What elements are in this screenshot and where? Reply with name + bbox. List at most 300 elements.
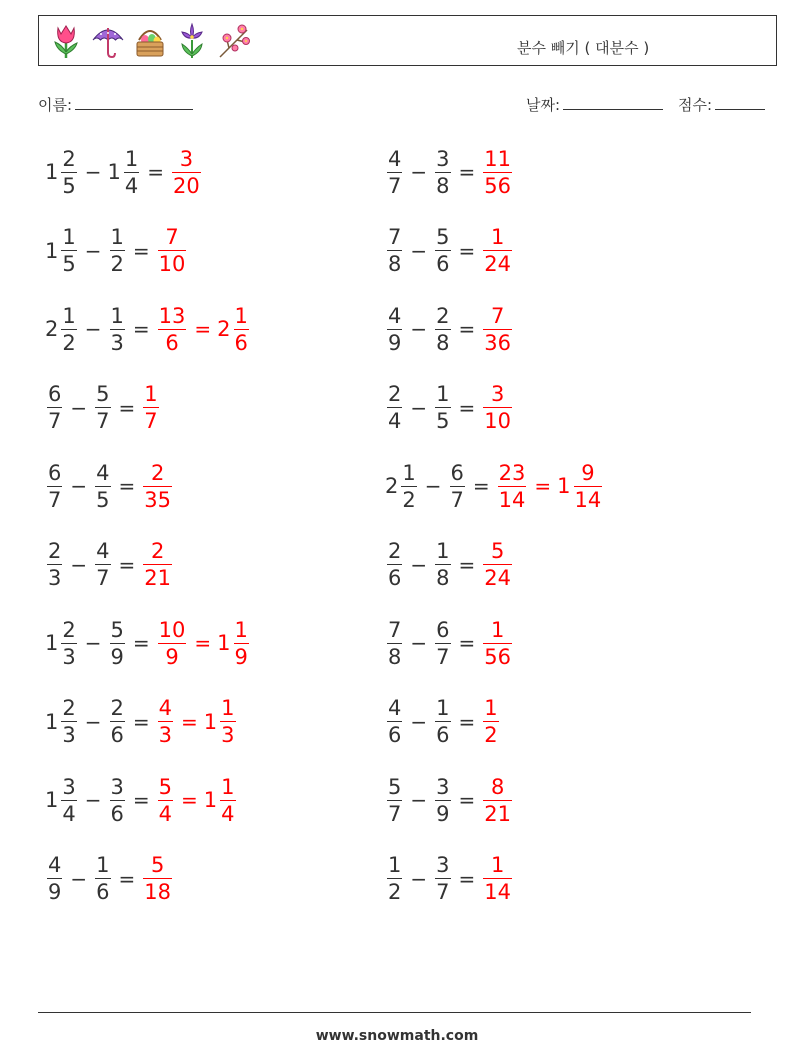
minus-sign: − xyxy=(84,160,102,184)
fraction xyxy=(435,774,450,827)
numerator: 6 xyxy=(450,460,464,485)
numerator: 3 xyxy=(490,382,505,406)
denominator: 9 xyxy=(48,880,62,904)
minus-sign: − xyxy=(84,317,102,341)
minuend xyxy=(385,224,404,277)
fraction xyxy=(483,695,498,748)
fraction xyxy=(574,460,603,513)
fraction xyxy=(124,146,139,199)
answer-fraction xyxy=(496,460,529,513)
numerator: 7 xyxy=(490,303,505,328)
numerator: 1 xyxy=(436,539,450,563)
fraction xyxy=(483,538,512,591)
denominator: 7 xyxy=(450,487,464,512)
subtrahend xyxy=(433,852,452,905)
whole-number: 1 xyxy=(45,631,59,655)
answer-equals-sign: = xyxy=(534,474,552,498)
problem-1 xyxy=(45,142,203,202)
equals-sign: = xyxy=(458,788,476,812)
fraction xyxy=(387,224,402,277)
fraction xyxy=(450,460,465,513)
answer xyxy=(481,146,514,199)
fraction xyxy=(387,617,402,670)
fraction xyxy=(47,852,62,905)
fraction xyxy=(234,303,249,356)
denominator: 7 xyxy=(96,566,110,590)
numerator: 1 xyxy=(436,696,450,720)
denominator: 7 xyxy=(48,409,62,433)
denominator: 4 xyxy=(124,173,139,198)
answer-fraction xyxy=(170,146,203,199)
numerator: 1 xyxy=(234,303,248,328)
answer xyxy=(156,617,251,670)
minuend xyxy=(45,460,64,513)
fraction xyxy=(172,146,201,199)
numerator: 1 xyxy=(234,617,248,642)
worksheet-title: 분수 빼기 ( 대분수 ) xyxy=(517,39,650,57)
numerator: 2 xyxy=(62,617,76,642)
whole-number: 1 xyxy=(557,474,571,498)
answer xyxy=(156,303,251,356)
answer-fraction xyxy=(481,774,514,827)
denominator: 7 xyxy=(48,487,62,512)
whole-number: 1 xyxy=(45,709,59,734)
name-blank[interactable] xyxy=(75,95,193,110)
answer xyxy=(481,774,514,827)
denominator: 4 xyxy=(388,409,402,433)
fraction xyxy=(158,224,187,277)
numerator: 4 xyxy=(48,853,62,877)
whole-number: 1 xyxy=(45,160,59,184)
subtrahend xyxy=(93,538,112,591)
fraction xyxy=(387,146,402,199)
numerator: 7 xyxy=(388,617,402,642)
subtrahend xyxy=(433,224,452,277)
numerator: 13 xyxy=(158,303,186,328)
whole-number: 1 xyxy=(203,788,218,812)
equals-sign: = xyxy=(458,395,476,420)
denominator: 4 xyxy=(62,801,76,826)
denominator: 5 xyxy=(62,252,76,276)
numerator: 23 xyxy=(498,460,526,485)
denominator: 8 xyxy=(436,566,450,590)
minuend xyxy=(385,146,404,199)
fraction xyxy=(47,381,62,434)
minuend xyxy=(45,852,64,905)
whole-number: 1 xyxy=(45,238,59,263)
numerator: 5 xyxy=(110,617,124,642)
fraction xyxy=(158,695,173,748)
tulip-icon xyxy=(49,22,83,60)
answer-equals-sign: = xyxy=(181,709,198,734)
fraction xyxy=(387,538,402,591)
answer-fraction xyxy=(481,381,514,434)
minus-sign: − xyxy=(410,160,428,184)
numerator: 1 xyxy=(221,774,235,799)
denominator: 21 xyxy=(144,566,172,590)
minus-sign: − xyxy=(70,474,88,498)
problem-15 xyxy=(45,692,238,752)
numerator: 9 xyxy=(581,460,595,485)
answer xyxy=(141,381,160,434)
whole-number: 1 xyxy=(107,160,121,184)
answer-fraction xyxy=(141,538,174,591)
fraction xyxy=(435,538,450,591)
denominator: 3 xyxy=(62,644,76,669)
problem-13 xyxy=(45,613,251,673)
numerator: 7 xyxy=(165,225,179,249)
denominator: 3 xyxy=(110,330,124,355)
denominator: 6 xyxy=(388,723,402,747)
problem-8 xyxy=(385,378,514,438)
fraction xyxy=(143,460,172,513)
denominator: 6 xyxy=(388,566,402,590)
denominator: 2 xyxy=(62,330,76,355)
answer xyxy=(141,852,174,905)
numerator: 1 xyxy=(62,303,76,328)
problem-6 xyxy=(385,299,514,359)
denominator: 2 xyxy=(388,880,402,904)
numerator: 4 xyxy=(388,146,402,171)
fraction xyxy=(483,852,512,905)
subtrahend xyxy=(448,460,467,513)
numerator: 5 xyxy=(490,539,505,563)
equals-sign: = xyxy=(132,631,150,655)
date-field xyxy=(526,94,663,115)
numerator: 2 xyxy=(150,460,165,485)
fraction xyxy=(61,224,76,277)
minus-sign: − xyxy=(410,317,428,341)
numerator: 1 xyxy=(490,853,505,877)
fraction xyxy=(435,224,450,277)
denominator: 9 xyxy=(165,644,179,669)
denominator: 8 xyxy=(388,644,402,669)
minuend xyxy=(385,538,404,591)
answer-fraction xyxy=(156,224,189,277)
fraction xyxy=(95,538,110,591)
numerator: 1 xyxy=(388,853,402,877)
fraction xyxy=(143,538,172,591)
denominator: 8 xyxy=(436,173,450,198)
denominator: 7 xyxy=(96,409,110,433)
fraction xyxy=(435,695,450,748)
fraction xyxy=(158,303,187,356)
denominator: 20 xyxy=(173,173,200,198)
answer-fraction xyxy=(141,460,174,513)
subtrahend xyxy=(108,617,127,670)
subtrahend xyxy=(93,852,112,905)
answer xyxy=(481,852,514,905)
numerator: 5 xyxy=(436,225,450,249)
fraction xyxy=(220,695,235,748)
answer xyxy=(481,538,514,591)
denominator: 14 xyxy=(484,880,512,904)
numerator: 6 xyxy=(436,617,450,642)
minuend xyxy=(385,774,404,827)
equals-sign: = xyxy=(132,709,150,734)
problem-14 xyxy=(385,613,514,673)
numerator: 2 xyxy=(48,539,62,563)
problem-10 xyxy=(385,456,604,516)
footer-url: www.snowmath.com xyxy=(315,1028,479,1044)
denominator: 9 xyxy=(388,330,402,355)
easter-basket-icon xyxy=(133,22,167,60)
denominator: 3 xyxy=(48,566,62,590)
denominator: 3 xyxy=(158,723,173,747)
denominator: 56 xyxy=(484,173,512,198)
score-label: 점수: xyxy=(678,96,713,114)
numerator: 2 xyxy=(110,696,124,720)
numerator: 3 xyxy=(179,146,194,171)
equals-sign: = xyxy=(118,866,136,891)
fraction xyxy=(401,460,416,513)
equals-sign: = xyxy=(458,709,476,734)
subtrahend xyxy=(433,538,452,591)
subtrahend xyxy=(433,617,452,670)
denominator: 9 xyxy=(234,644,248,669)
minuend xyxy=(45,381,64,434)
denominator: 3 xyxy=(62,723,76,747)
minus-sign: − xyxy=(84,709,102,734)
answer-fraction xyxy=(141,852,174,905)
answer-fraction xyxy=(481,538,514,591)
header-box xyxy=(38,15,777,66)
subtrahend xyxy=(433,774,452,827)
date-label: 날짜: xyxy=(526,96,561,114)
minus-sign: − xyxy=(70,552,88,577)
answer xyxy=(156,224,189,277)
denominator: 18 xyxy=(144,880,172,904)
problem-2 xyxy=(385,142,514,202)
fraction xyxy=(61,303,76,356)
numerator: 2 xyxy=(388,539,402,563)
numerator: 2 xyxy=(150,539,165,563)
score-blank[interactable] xyxy=(715,95,765,110)
equals-sign: = xyxy=(458,238,476,263)
fraction xyxy=(220,774,235,827)
fraction xyxy=(61,695,76,748)
fraction xyxy=(387,774,402,827)
whole-number: 1 xyxy=(203,709,218,734)
problem-12 xyxy=(385,535,514,595)
numerator: 5 xyxy=(150,853,165,877)
denominator: 4 xyxy=(221,801,235,826)
answer-equals-sign: = xyxy=(181,788,198,812)
denominator: 7 xyxy=(388,801,402,826)
denominator: 7 xyxy=(144,409,158,433)
minus-sign: − xyxy=(410,788,428,812)
fraction xyxy=(387,852,402,905)
fraction xyxy=(95,852,110,905)
numerator: 2 xyxy=(62,696,76,720)
fraction xyxy=(483,774,512,827)
numerator: 1 xyxy=(490,617,505,642)
denominator: 6 xyxy=(165,330,179,355)
denominator: 7 xyxy=(436,644,450,669)
minuend xyxy=(45,224,79,277)
equals-sign: = xyxy=(458,317,476,341)
minus-sign: − xyxy=(70,395,88,420)
problem-16 xyxy=(385,692,501,752)
numerator: 1 xyxy=(62,225,76,249)
fraction xyxy=(47,460,62,513)
minus-sign: − xyxy=(424,474,442,498)
fraction xyxy=(61,146,76,199)
denominator: 9 xyxy=(110,644,124,669)
numerator: 1 xyxy=(436,382,450,406)
fraction xyxy=(110,695,125,748)
denominator: 36 xyxy=(484,330,512,355)
minus-sign: − xyxy=(410,631,428,655)
minus-sign: − xyxy=(410,552,428,577)
problem-4 xyxy=(385,221,514,281)
fraction xyxy=(158,617,187,670)
equals-sign: = xyxy=(458,160,476,184)
equals-sign: = xyxy=(472,474,490,498)
denominator: 7 xyxy=(388,173,402,198)
answer-equals-sign: = xyxy=(194,317,212,341)
answer xyxy=(156,695,238,748)
problem-17 xyxy=(45,770,238,830)
numerator: 4 xyxy=(96,539,110,563)
answer-fraction xyxy=(481,224,514,277)
minuend xyxy=(385,617,404,670)
answer-fraction xyxy=(481,852,514,905)
fraction xyxy=(95,460,110,513)
answer-fraction xyxy=(481,695,500,748)
header-icons xyxy=(49,22,251,60)
minus-sign: − xyxy=(84,788,102,812)
date-blank[interactable] xyxy=(563,95,663,110)
fraction xyxy=(435,617,450,670)
answer xyxy=(481,695,500,748)
denominator: 6 xyxy=(436,723,450,747)
denominator: 9 xyxy=(436,801,450,826)
denominator: 6 xyxy=(234,330,248,355)
equals-sign: = xyxy=(147,160,165,184)
minus-sign: − xyxy=(410,238,428,263)
numerator: 1 xyxy=(484,696,498,720)
minus-sign: − xyxy=(84,238,102,263)
denominator: 6 xyxy=(110,801,124,826)
denominator: 56 xyxy=(484,644,512,669)
whole-number: 2 xyxy=(217,317,231,341)
denominator: 24 xyxy=(484,566,512,590)
fraction xyxy=(483,617,512,670)
minuend xyxy=(45,695,79,748)
whole-number: 2 xyxy=(45,317,59,341)
equals-sign: = xyxy=(132,317,150,341)
denominator: 5 xyxy=(62,173,76,198)
fraction xyxy=(47,538,62,591)
minuend xyxy=(385,695,404,748)
minuend xyxy=(45,617,79,670)
minuend xyxy=(45,303,79,356)
fraction xyxy=(483,381,512,434)
numerator: 3 xyxy=(110,774,124,799)
numerator: 1 xyxy=(221,696,235,720)
score-field xyxy=(678,94,765,115)
numerator: 11 xyxy=(484,146,512,171)
denominator: 6 xyxy=(436,252,450,276)
fraction xyxy=(61,774,76,827)
answer-fraction xyxy=(156,695,175,748)
fraction xyxy=(234,617,249,670)
denominator: 8 xyxy=(388,252,402,276)
numerator: 1 xyxy=(490,225,505,249)
answer xyxy=(481,381,514,434)
footer-divider xyxy=(38,1012,751,1013)
subtrahend xyxy=(108,774,127,827)
numerator: 3 xyxy=(436,853,450,877)
fraction xyxy=(483,224,512,277)
numerator: 5 xyxy=(388,774,402,799)
minus-sign: − xyxy=(70,866,88,891)
answer xyxy=(141,538,174,591)
fraction xyxy=(143,381,158,434)
equals-sign: = xyxy=(132,788,150,812)
answer-mixed-number xyxy=(217,617,251,670)
numerator: 2 xyxy=(436,303,450,328)
denominator: 14 xyxy=(574,487,602,512)
numerator: 1 xyxy=(144,382,158,406)
problem-18 xyxy=(385,770,514,830)
answer-fraction xyxy=(156,774,175,827)
fraction xyxy=(158,774,173,827)
fraction xyxy=(110,617,125,670)
subtrahend xyxy=(108,146,142,199)
fraction xyxy=(483,146,512,199)
equals-sign: = xyxy=(118,474,136,498)
problem-5 xyxy=(45,299,251,359)
denominator: 21 xyxy=(484,801,512,826)
answer-mixed-number xyxy=(204,774,238,827)
numerator: 1 xyxy=(110,225,124,249)
answer-fraction xyxy=(481,303,514,356)
numerator: 5 xyxy=(158,774,173,799)
answer xyxy=(496,460,605,513)
answer-mixed-number xyxy=(557,460,604,513)
fraction xyxy=(95,381,110,434)
problem-11 xyxy=(45,535,174,595)
subtrahend xyxy=(93,460,112,513)
minus-sign: − xyxy=(410,866,428,891)
denominator: 5 xyxy=(436,409,450,433)
denominator: 2 xyxy=(402,487,416,512)
denominator: 7 xyxy=(436,880,450,904)
equals-sign: = xyxy=(458,866,476,891)
minuend xyxy=(385,303,404,356)
umbrella-icon xyxy=(91,22,125,60)
name-label: 이름: xyxy=(38,96,73,114)
fraction xyxy=(110,303,125,356)
answer-fraction xyxy=(141,381,160,434)
fraction xyxy=(435,303,450,356)
problem-20 xyxy=(385,849,514,909)
minus-sign: − xyxy=(410,709,428,734)
minus-sign: − xyxy=(410,395,428,420)
denominator: 2 xyxy=(110,252,124,276)
numerator: 4 xyxy=(96,460,110,485)
denominator: 2 xyxy=(484,723,498,747)
answer-fraction xyxy=(481,617,514,670)
fraction xyxy=(483,303,512,356)
equals-sign: = xyxy=(458,552,476,577)
numerator: 4 xyxy=(388,696,402,720)
equals-sign: = xyxy=(458,631,476,655)
problem-19 xyxy=(45,849,174,909)
minuend xyxy=(45,146,79,199)
